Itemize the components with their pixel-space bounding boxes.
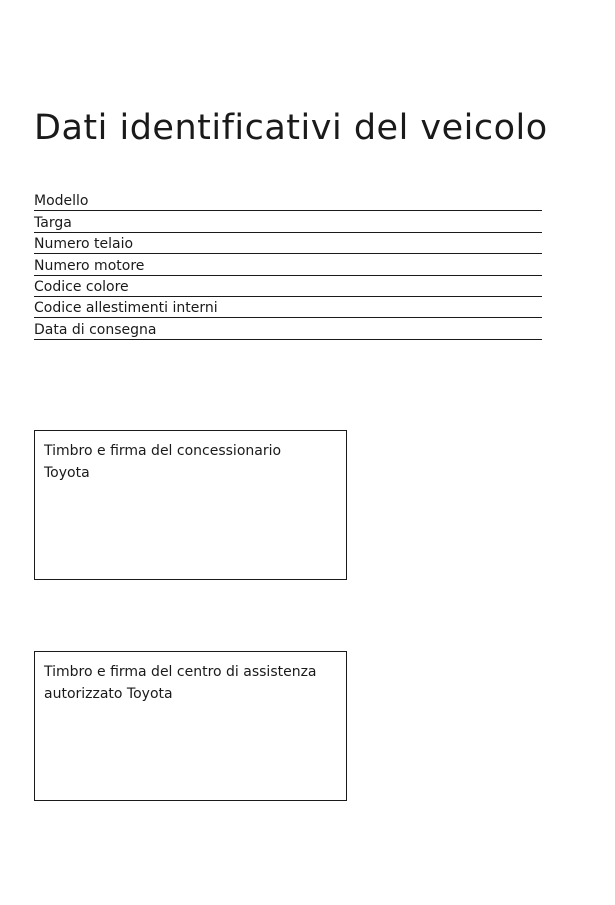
- field-row-modello[interactable]: [34, 190, 542, 211]
- field-label-codice-colore: Codice colore: [34, 278, 129, 295]
- field-label-targa: Targa: [34, 214, 72, 231]
- field-label-modello: Modello: [34, 193, 89, 210]
- service-center-stamp-box: [34, 651, 347, 801]
- field-row-codice-colore[interactable]: [34, 276, 542, 297]
- field-row-data-consegna[interactable]: [34, 318, 542, 339]
- dealer-stamp-label: Timbro e firma del concessionario Toyota: [44, 443, 282, 481]
- field-label-data-consegna: Data di consegna: [34, 321, 157, 338]
- page-title: Dati identificativi del veicolo: [34, 108, 548, 148]
- field-row-targa[interactable]: [34, 211, 542, 232]
- field-row-numero-telaio[interactable]: [34, 233, 542, 254]
- field-row-numero-motore[interactable]: [34, 254, 542, 275]
- field-label-numero-motore: Numero motore: [34, 257, 145, 274]
- field-label-codice-allestimenti: Codice allestimenti interni: [34, 300, 218, 317]
- service-center-stamp-label: Timbro e firma del centro di assistenza autorizzato Toyota: [44, 664, 317, 702]
- field-label-numero-telaio: Numero telaio: [34, 236, 134, 253]
- field-row-codice-allestimenti[interactable]: [34, 297, 542, 318]
- vehicle-data-form: [34, 190, 542, 340]
- dealer-stamp-box: [34, 430, 347, 580]
